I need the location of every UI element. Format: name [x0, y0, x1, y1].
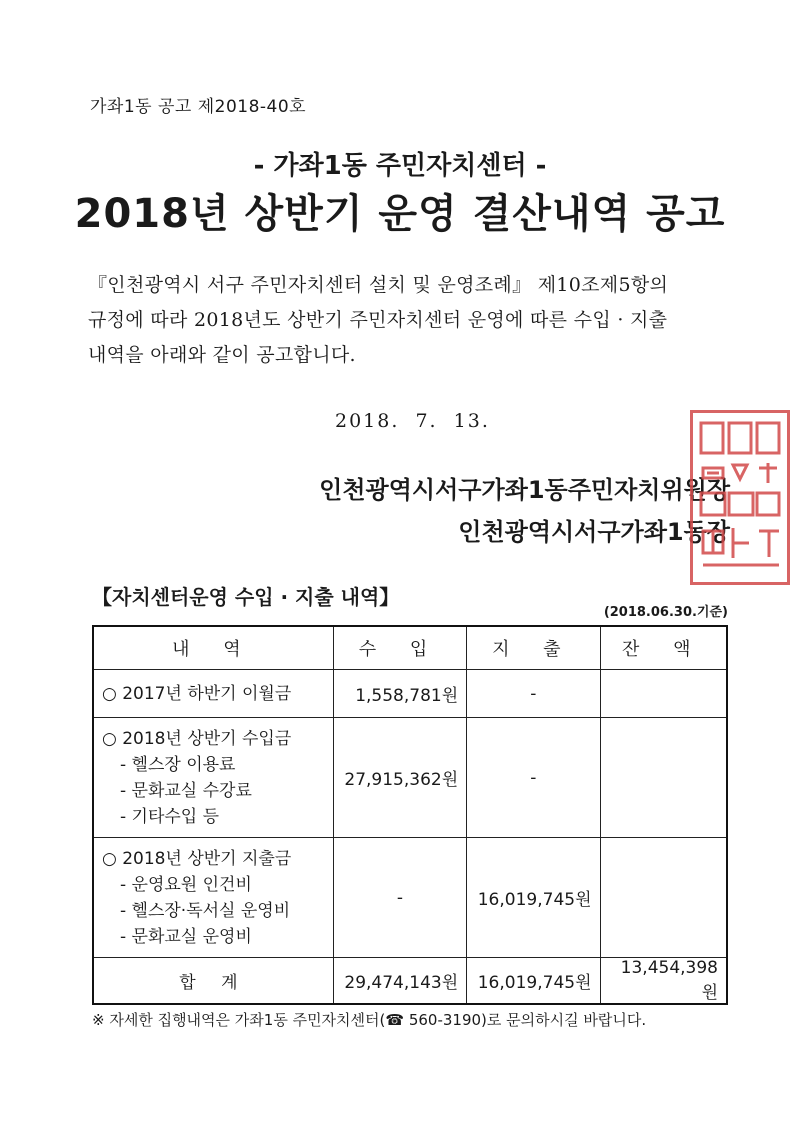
row-income: 27,915,362원 [333, 718, 466, 838]
item-line: - 문화교실 수강료 [120, 780, 252, 801]
table-total-row [93, 958, 727, 1005]
row-income: 1,558,781원 [333, 670, 466, 718]
row-expense: - [467, 718, 600, 838]
row-balance [600, 670, 727, 718]
total-balance: 13,454,398원 [600, 958, 727, 1005]
item-line: - 헬스장 이용료 [120, 754, 236, 775]
signer-dong-head: 인천광역시서구가좌1동장 [458, 518, 730, 546]
item-line: ○ 2017년 하반기 이월금 [102, 683, 292, 704]
total-expense: 16,019,745원 [467, 958, 600, 1005]
basis-date: (2018.06.30.기준) [603, 605, 728, 620]
page-subtitle: - 가좌1동 주민자치센터 - [253, 151, 547, 181]
row-item [93, 838, 333, 958]
row-balance [600, 838, 727, 958]
signer-committee-chair: 인천광역시서구가좌1동주민자치위원장 [319, 476, 730, 504]
header-expense: 지 출 [467, 626, 600, 670]
notice-body [88, 268, 738, 373]
body-line: 『인천광역시 서구 주민자치센터 설치 및 운영조례』 제10조제5항의 [88, 274, 669, 296]
body-line: 내역을 아래와 같이 공고합니다. [88, 344, 356, 366]
item-line: - 운영요원 인건비 [120, 874, 252, 895]
item-line: - 문화교실 운영비 [120, 926, 252, 947]
table-header-row [93, 626, 727, 670]
ledger-table [92, 625, 728, 1005]
table-row [93, 718, 727, 838]
page-title: 2018년 상반기 운영 결산내역 공고 [74, 191, 726, 237]
header-income: 수 입 [333, 626, 466, 670]
notice-date: 2018. 7. 13. [335, 410, 490, 432]
row-item [93, 718, 333, 838]
total-income: 29,474,143원 [333, 958, 466, 1005]
table-row [93, 838, 727, 958]
total-label: 합 계 [93, 958, 333, 1005]
header-balance: 잔 액 [600, 626, 727, 670]
item-line: ○ 2018년 상반기 수입금 [102, 728, 292, 749]
row-item [93, 670, 333, 718]
item-line: - 헬스장·독서실 운영비 [120, 900, 291, 921]
header-item: 내 역 [93, 626, 333, 670]
section-title: 【자치센터운영 수입 · 지출 내역】 [92, 585, 400, 609]
row-expense: 16,019,745원 [467, 838, 600, 958]
item-line: ○ 2018년 상반기 지출금 [102, 848, 292, 869]
row-income: - [333, 838, 466, 958]
body-line: 규정에 따라 2018년도 상반기 주민자치센터 운영에 따른 수입 · 지출 [88, 309, 668, 331]
notice-number: 가좌1동 공고 제2018-40호 [90, 97, 307, 117]
row-balance [600, 718, 727, 838]
footnote: ※ 자세한 집행내역은 가좌1동 주민자치센터(☎ 560-3190)로 문의하시길 바랍니다. [92, 1011, 647, 1029]
row-expense: - [467, 670, 600, 718]
item-line: - 기타수입 등 [120, 806, 220, 827]
official-seal-icon [690, 410, 790, 585]
table-row [93, 670, 727, 718]
